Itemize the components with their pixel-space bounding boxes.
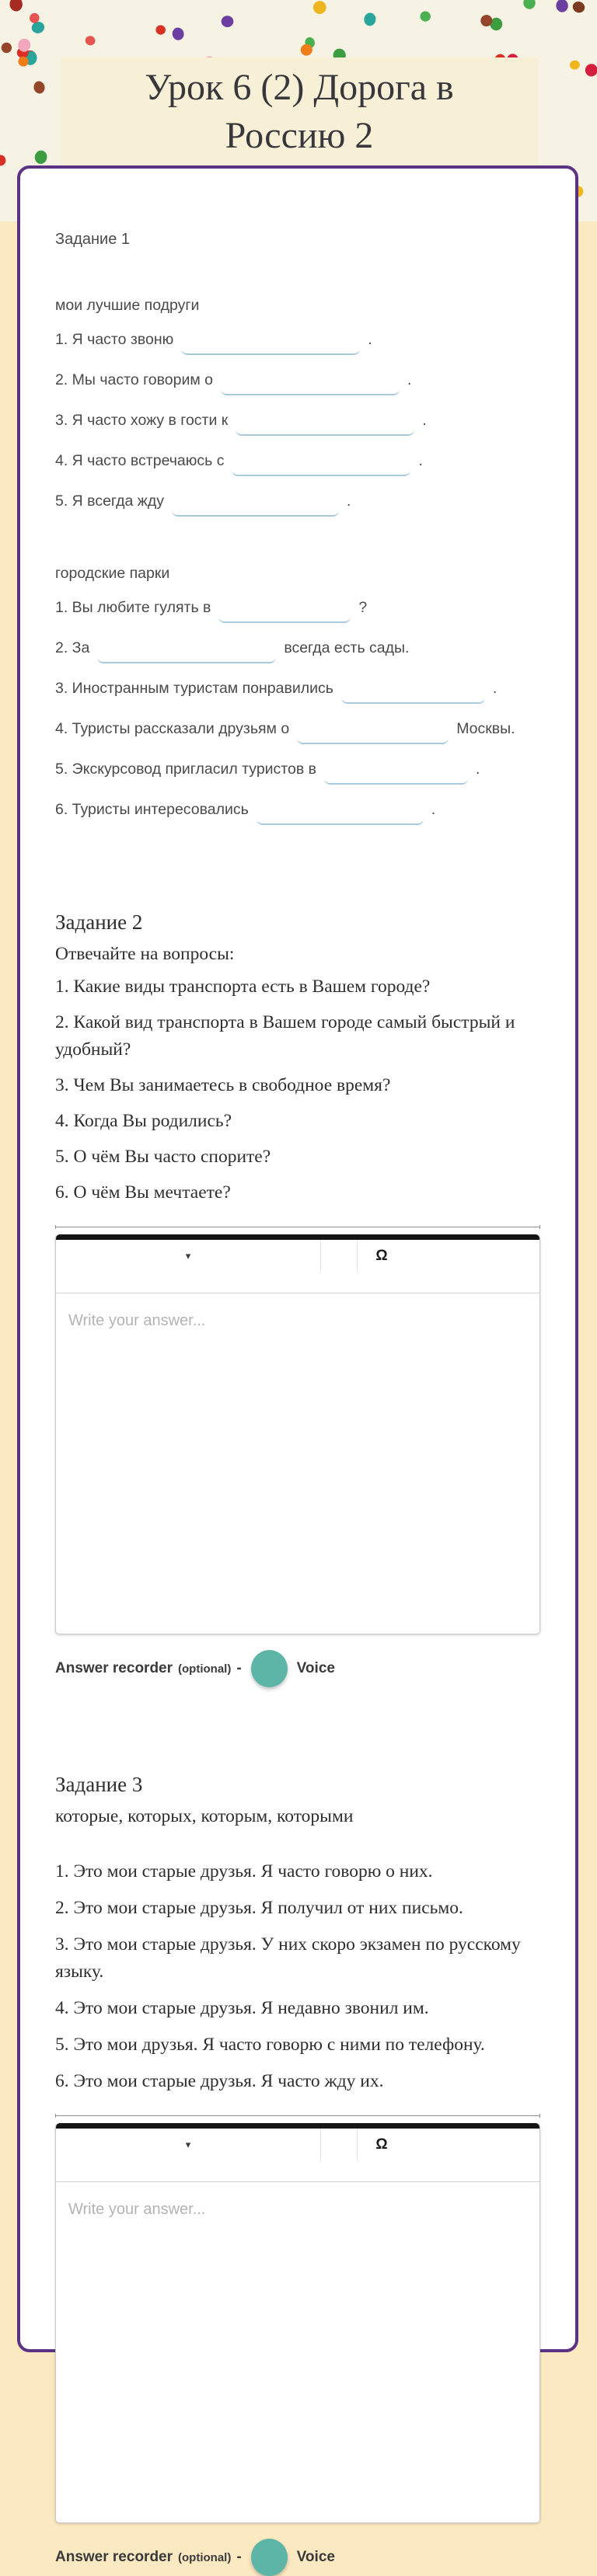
fill-line bbox=[55, 406, 540, 436]
editor-body bbox=[55, 2123, 540, 2523]
fill-text-before: 3. Я часто хожу в гости к bbox=[55, 412, 229, 429]
fill-blank-input[interactable] bbox=[257, 803, 424, 825]
fill-blank-input[interactable] bbox=[221, 374, 400, 395]
answer-placeholder: Write your answer... bbox=[68, 2201, 206, 2218]
task2-question: 1. Какие виды транспорта есть в Вашем городе? bbox=[55, 976, 431, 997]
fill-text-after: . bbox=[418, 452, 423, 469]
task2-intro: Отвечайте на вопросы: bbox=[55, 944, 235, 964]
fill-line bbox=[55, 325, 540, 355]
task3-sentence: 6. Это мои старые друзья. Я часто жду их. bbox=[55, 2071, 384, 2091]
answer-recorder-label: Answer recorder bbox=[55, 2549, 173, 2565]
answer-recorder-optional: (optional) bbox=[178, 1662, 232, 1676]
fill-blank-input[interactable] bbox=[232, 454, 410, 476]
fill-text-after: . bbox=[407, 371, 412, 388]
voice-label: Voice bbox=[296, 1660, 335, 1676]
editor-top-bar bbox=[56, 2123, 539, 2129]
task3-label: Задание 3 bbox=[55, 1773, 143, 1796]
fill-line bbox=[55, 486, 540, 517]
fill-blank-input[interactable] bbox=[236, 414, 414, 436]
fill-text-before: 2. За bbox=[55, 639, 90, 656]
fill-line bbox=[55, 593, 540, 623]
task3-sentence: 2. Это мои старые друзья. Я получил от них письмо. bbox=[55, 1898, 463, 1918]
fill-blank-input[interactable] bbox=[341, 682, 485, 704]
fill-text-before: 1. Я часто звоню bbox=[55, 331, 174, 348]
answer-recorder-dash: - bbox=[236, 2549, 242, 2565]
task2-label: Задание 2 bbox=[55, 910, 143, 934]
fill-blank-input[interactable] bbox=[97, 642, 276, 663]
fill-text-before: 4. Я часто встречаюсь с bbox=[55, 452, 225, 469]
fill-text-after: . bbox=[476, 761, 480, 778]
fill-text-after: . bbox=[368, 331, 372, 348]
answer-recorder-optional: (optional) bbox=[178, 2550, 232, 2564]
fill-text-before: 4. Туристы рассказали друзьям о bbox=[55, 720, 290, 737]
task1-group1-heading: мои лучшие подруги bbox=[55, 297, 200, 314]
fill-line bbox=[55, 365, 540, 395]
answer-editor bbox=[55, 2115, 540, 2523]
fill-blank-input[interactable] bbox=[324, 763, 468, 785]
fill-text-after: всегда есть сады. bbox=[284, 639, 410, 656]
editor-toolbar bbox=[56, 1240, 539, 1293]
fill-line bbox=[55, 754, 540, 785]
task3-sentence: 5. Это мои друзья. Я часто говорю с ними по телефону. bbox=[55, 2035, 485, 2055]
task2-question: 3. Чем Вы занимаетесь в свободное время? bbox=[55, 1075, 391, 1095]
fill-text-before: 6. Туристы интересовались bbox=[55, 801, 249, 818]
task1-label: Задание 1 bbox=[55, 231, 131, 248]
task2-question: 2. Какой вид транспорта в Вашем городе самый быстрый и удобный? bbox=[55, 1012, 515, 1060]
toolbar-button-slot[interactable] bbox=[321, 2129, 357, 2161]
task2-question: 5. О чём Вы часто спорите? bbox=[55, 1147, 271, 1167]
task3-sentence: 1. Это мои старые друзья. Я часто говорю о них. bbox=[55, 1861, 433, 1882]
fill-text-before: 1. Вы любите гулять в bbox=[55, 599, 211, 616]
fill-text-after: ? bbox=[358, 599, 368, 616]
answer-editor bbox=[55, 1227, 540, 1634]
fill-text-after: Москвы. bbox=[456, 720, 515, 737]
task3-sentence: 3. Это мои старые друзья. У них скоро экзамен по русскому языку. bbox=[55, 1934, 521, 1982]
fill-line bbox=[55, 795, 540, 825]
toolbar-button-slot[interactable] bbox=[321, 1240, 357, 1272]
voice-record-button[interactable] bbox=[251, 2539, 288, 2576]
fill-text-after: . bbox=[431, 801, 436, 818]
answer-recorder-row bbox=[55, 2539, 540, 2576]
fill-text-before: 5. Экскурсовод пригласил туристов в bbox=[55, 761, 316, 778]
editor-toolbar bbox=[56, 2129, 539, 2182]
fill-blank-input[interactable] bbox=[172, 495, 339, 517]
answer-recorder-row bbox=[55, 1650, 540, 1687]
fill-blank-input[interactable] bbox=[181, 333, 360, 355]
worksheet-card bbox=[17, 165, 578, 2565]
answer-placeholder: Write your answer... bbox=[68, 1312, 206, 1329]
voice-record-button[interactable] bbox=[251, 1650, 288, 1687]
paragraph-style-dropdown[interactable] bbox=[56, 1250, 320, 1262]
answer-recorder-label: Answer recorder bbox=[55, 1660, 173, 1676]
fill-blank-input[interactable] bbox=[218, 601, 351, 623]
chevron-down-icon: ▾ bbox=[185, 2139, 191, 2150]
fill-blank-input[interactable] bbox=[297, 722, 449, 744]
fill-text-before: 5. Я всегда жду bbox=[55, 493, 164, 510]
voice-label: Voice bbox=[296, 2549, 335, 2565]
special-character-button[interactable]: Ω bbox=[375, 1248, 388, 1264]
fill-line bbox=[55, 674, 540, 704]
fill-line bbox=[55, 446, 540, 476]
task3-sentence: 4. Это мои старые друзья. Я недавно звонил им. bbox=[55, 1998, 429, 2018]
task1-group2-heading: городские парки bbox=[55, 565, 170, 582]
fill-text-after: . bbox=[422, 412, 427, 429]
task2-question: 6. О чём Вы мечтаете? bbox=[55, 1182, 231, 1203]
answer-textarea[interactable] bbox=[56, 2182, 539, 2522]
task2-question: 4. Когда Вы родились? bbox=[55, 1111, 232, 1131]
fill-line bbox=[55, 633, 540, 663]
answer-textarea[interactable] bbox=[56, 1293, 539, 1634]
editor-divider-line bbox=[55, 2115, 540, 2116]
answer-recorder-dash: - bbox=[236, 1660, 242, 1676]
fill-line bbox=[55, 714, 540, 744]
chevron-down-icon: ▾ bbox=[185, 1250, 191, 1262]
paragraph-style-dropdown[interactable] bbox=[56, 2139, 320, 2151]
fill-text-before: 2. Мы часто говорим о bbox=[55, 371, 214, 388]
fill-text-after: . bbox=[346, 493, 351, 510]
special-character-button[interactable]: Ω bbox=[375, 2136, 388, 2153]
lesson-title: Урок 6 (2) Дорога в Россию 2 bbox=[145, 66, 454, 156]
editor-top-bar bbox=[56, 1234, 539, 1240]
fill-text-before: 3. Иностранным туристам понравились bbox=[55, 680, 333, 697]
lesson-title-box bbox=[61, 57, 538, 165]
editor-body bbox=[55, 1234, 540, 1634]
fill-text-after: . bbox=[492, 680, 498, 697]
task3-intro: которые, которых, которым, которыми bbox=[55, 1806, 354, 1826]
